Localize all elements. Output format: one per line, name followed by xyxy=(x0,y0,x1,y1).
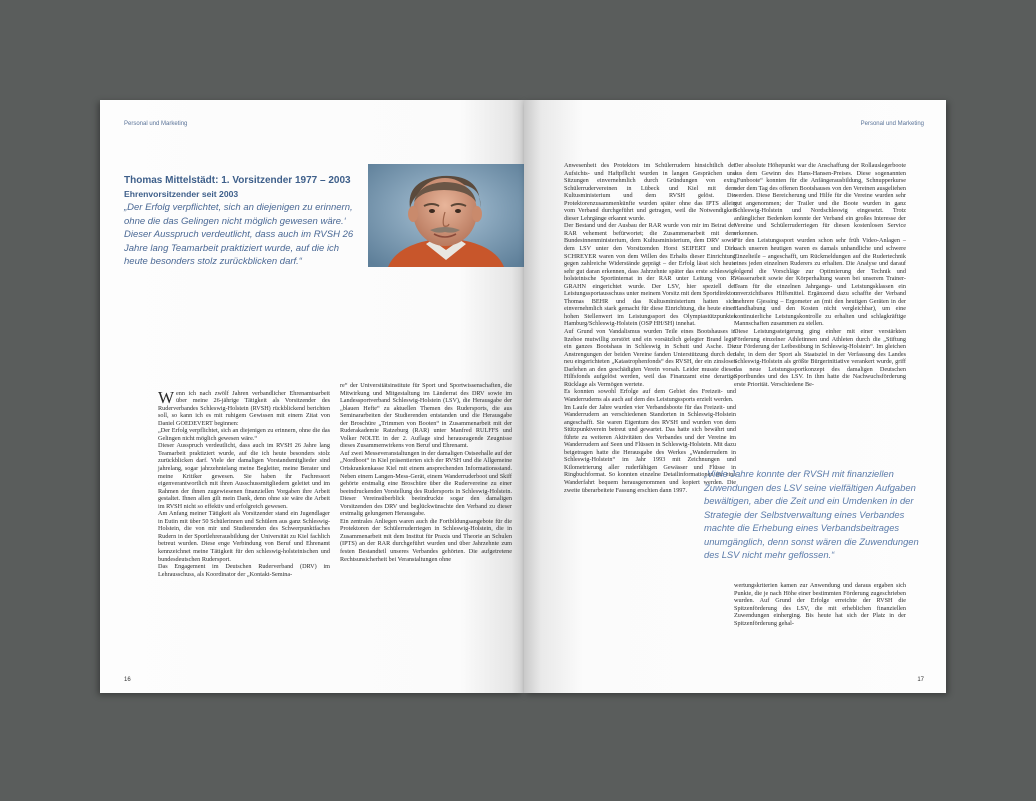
page-number-left: 16 xyxy=(124,677,131,683)
left-page xyxy=(100,100,524,693)
running-head-right: Personal und Marketing xyxy=(860,121,924,127)
pull-quote: „Viele Jahre konnte der RVSH mit finanziellen Zuwendungen des LSV seine vielfältigen Aufgaben bewältigen, aber die Zeit und ein Umdenken in der Strategie der Selbstverwaltung eines Verbandes machte die Erhebung eines Verbandsbeitrages unumgänglich, denn sonst wären die Zuwendungen des LSV nicht mehr geflossen.“ xyxy=(704,468,919,560)
body-column-1 xyxy=(158,382,330,640)
body-column-2: re“ der Universitätsinstitute für Sport und Sportwissenschaften, die Mitwirkung und Mitgestaltung im Länderrat des DRV sowie im Landessportverband Schleswig-Holstein (LSV), die Herausgabe der „blauen Hefte“ zu aktuellen Themen des Rudersports, die aus Seminararbeiten der Studierenden entstanden und die Herausgabe der Broschüre „Trimmen von Booten“ in Zusammenarbeit mit der Ruderakademie Ratzeburg (RAR) unter Manfred RULFFS und Volker NOLTE in der 2. Auflage sind herausragende Zeugnisse dieses Zusammenwirkens von Beruf und Ehrenamt. Auf zwei Messeveranstaltungen in der damaligen Ostseehalle auf der „Nordboot“ in Kiel präsentierten sich der RVSH und die Allgemeine Ortskrankenkasse Kiel mit einem ansprechenden Informationsstand. Neben einem Langen-Mess-Gerät, einem Wanderruderboot und Skiff gehörte erstmalig eine Broschüre über die Rudervereine zu einer beeindruckenden Vorstellung des Rudersports in Schleswig-Holstein. Dieser Vereinsüberblick beeindruckte sogar den damaligen Vorsitzenden des DRV und beglückwünschte den Verband zu dieser erstmalig gelungenen Herausgabe. Ein zentrales Anliegen waren auch die Fortbildungsangebote für die Protektoren der Schülerruderriegen in Schleswig-Holstein, die in Zusammenarbeit mit dem Institut für Praxis und Theorie an Schulen (IPTS) an der RAR durchgeführt wurden und über Jahrzehnte zum festen Bestandteil unseres Verbandes gehörten. Die aufgetretene Rechtsunsicherheit bei Veranstaltungen ohne xyxy=(340,382,512,563)
portrait-photo xyxy=(368,164,524,267)
right-page xyxy=(524,100,946,693)
article-title: Thomas Mittelstädt: 1. Vorsitzender 1977 – 2003 xyxy=(124,175,351,186)
running-head-left: Personal und Marketing xyxy=(124,121,188,127)
body-column-1-intro: enn ich nach zwölf Jahren verbandlicher Ehrenamtsarbeit über meine 26-jährige Tätigkeit als Vorsitzender des Ruderverbandes Schleswig-Holstein (RVSH) rückblickend berichten soll, so kann ich es mit ruhigem Gewissen mit einem Zitat von Daniel GOEDEVERT beginnen: xyxy=(158,389,330,427)
body-column-3: Anwesenheit des Protektors im Schülerrudern hinsichtlich der Aufsichts- und Haftpflicht wurden in langen Gesprächen und Sitzungen einvernehmlich durch Gründungen von extra Schülerrudervereinen in Lübeck und Kiel mit dem Kultusministerium und dem RVSH gelöst. Die Protektorenzusammenkünfte wurden später ohne das IPTS allein vom Verband durchgeführt und getragen, weil die Notwendigkeit dieser Lehrgänge erkannt wurde. Der Bestand und der Ausbau der RAR wurde von mir im Beirat der RAR vehement befürwortet; die Zusammenarbeit mit dem Bundesinnenministerium, dem Kultusministerium, dem DRV sowie dem LSV unter den Vorsitzenden Horst SEIFERT und Dirk SCHREYER waren von dem Willen des Erhalts dieser Einrichtung gegen zahlreiche Widerstände geprägt – der Erfolg lässt sich heute sehr gut daran erkennen, dass Jahrzehnte später das erste schleswig-holsteinische Sportinternat in der RAR unter Leitung von R. GRAHN eingerichtet wurde. Der LSV, hier speziell der Leistungssportausschuss unter meinem Vorsitz mit dem Sportdirektor Thomas BEHR und das Kultusministerium hatten sich einvernehmlich stark gemacht für diese Einrichtung, die heute einen hohen Stellenwert im Leistungssport des Olympiastützpunktes Hamburg/Schleswig-Holstein (OSP HH/SH) innehat. Auf Grund von Vandalismus wurden Teile eines Bootshauses in Itzehoe mutwillig zerstört und ein vorsätzlich gelegter Brand legte ein ganzes Bootshaus in Schleswig in Schutt und Asche. Die Anstrengungen der beiden Vereine fanden Unterstützung durch den neu eingerichteten „Katastrophenfonds“ des RVSH, der ein zinsloses Darlehen an den geschädigten Verein vorsah. Leider musste dieser Hilfsfonds aufgelöst werden, weil das Finanzamt eine derartige Rücklage als Vermögen wertete. Es konnten sowohl Erfolge auf dem Gebiet des Freizeit- und Wanderruderns als auch auf dem des Leistungssports erzielt werden. Im Laufe der Jahre wurden vier Verbandsboote für das Freizeit- und Wanderrudern an verschiedenen Standorten in Schleswig-Holstein angeschafft. Sie waren Eigentum des RVSH und wurden von dem Stützpunktverein betreut und gewartet. Das hatte sich bewährt und führte zu weiteren Aktivitäten des Verbandes und der Vereine im Wanderrudern auf Seen und Flüssen in Schleswig-Holstein. Mit dazu beigetragen hatte die Herausgabe des Werkes „Wanderrudern in Schleswig-Holstein“ im Jahr 1993 mit Zeichnungen und Kilometrierung aller ruderfähigen Gewässer und Flüsse in Ringbuchformat. So konnten einzelne Detailinformationen für eine Wanderfahrt bequem herausgenommen und kopiert werden. Die zweite überarbeitete Fassung erschien dann 1997. xyxy=(564,162,736,494)
page-number-right: 17 xyxy=(917,677,924,683)
body-column-1-text: „Der Erfolg verpflichtet, sich an diejenigen zu erinnern, ohne die das Gelingen nicht möglich gewesen wäre.“ Dieser Ausspruch verdeutlicht, dass auch im RVSH 26 Jahre lang Teamarbeit praktiziert wurde, auf die ich heute besonders stolz zurückblicken darf. Viele der damaligen Vorstandsmitglieder sind jahrelang, sogar jahrzehntelang meine Begleiter, meine Berater und meine Kritiker gewesen. Sie haben ihr Fachressort eigenverantwortlich mit ihren Ausschussmitgliedern geleitet und im Rahmen der ihnen zugewiesenen finanziellen Vorgaben ihre Arbeit gestaltet. Ihnen allen gilt mein Dank, denn ohne sie wäre die Arbeit im RVSH nicht so effektiv und erfolgreich gewesen. Am Anfang meiner Tätigkeit als Vorsitzender stand ein Jugendlager in Eutin mit über 50 Schülerinnen und Schülern aus ganz Schleswig-Holstein, die von mir und Studierenden des Schwerpunktfaches Rudern in der Sportlehrerausbildung der Universität zu Kiel fachlich betreut wurden. Diese enge Verbindung von Beruf und Ehrenamt kennzeichnet meine Tätigkeit für den schleswig-holsteinischen und bundesdeutschen Rudersport. Das Engagement im Deutschen Ruderverband (DRV) im Lehrausschuss, als Koordinator der „Kontakt-Semina- xyxy=(158,427,330,578)
lead-quote: „Der Erfolg verpflichtet, sich an diejenigen zu erinnern, ohne die das Gelingen nicht möglich gewesen wäre.‘ Dieser Ausspruch verdeutlicht, dass auch im RVSH 26 Jahre lang Teamarbeit praktiziert wurde, auf die ich heute besonders stolz zurückblicken darf.“ xyxy=(124,202,354,267)
drop-cap: W xyxy=(158,387,175,407)
body-column-4-top: Der absolute Höhepunkt war die Anschaffung der Rollauslegerboote aus dem Gewinn des Hans-Hansen-Preises. Diese sogenannten „Funboote“ konnten für die Anfängerausbildung, Schnupperkurse oder dem Tag des offenen Bootshauses von den Vereinen ausgeliehen werden. Diese Bereicherung und Hilfe für die Vereine wurden sehr gut angenommen; der Trailer und die Boote wurden in ganz Schleswig-Holstein und Nordschleswig eingesetzt. Trotz anfänglicher Bedenken konnte der Verband ein großes Interesse der Vereine und Schülerruderriegen für diesen kostenlosen Service erkennen. Für den Leistungssport wurden schon sehr früh Video-Anlagen – nach unseren heutigen waren es damals unhandliche und schwere Einzelteile – angeschafft, um Rückmeldungen auf die Rudertechnik eines jeden einzelnen Ruderers zu erhalten. Die Analyse und darauf folgend die Vorschläge zur Optimierung der Technik und Wasserarbeit sowie der Körperhaltung waren bei unserem Trainer-Team für die einzelnen Jahrgangs- und Leistungsklassen ein unverzichtbares Hilfsmittel. Ergänzend dazu schaffte der Verband mehrere Gjessing – Ergometer an (mit den heutigen Geräten in der Handhabung und den Kosten nicht vergleichbar), um eine kontinuierliche Leistungskontrolle zu erhalten und schlagkräftige Mannschaften zusammen zu stellen. Diese Leistungssteigerung ging einher mit einer verstärkten Förderung einzelner Athletinnen und Athleten durch die „Stiftung zur Förderung der Leibesübung in Schleswig-Holstein“. Im gleichen Jahr, in dem der Sport als Staatsziel in der Verfassung des Landes Schleswig-Holstein als größte Bürgerinitiative verankert wurde, griff das neue Leistungssportkonzept des damaligen Deutschen Sportbundes und des LSV. In ihm hatte die Nachwuchsförderung erste Priorität. Verschiedene Be- xyxy=(734,162,906,388)
body-column-4-bottom: wertungskriterien kamen zur Anwendung und daraus ergaben sich Punkte, die je nach Höhe einer bestimmten Förderung zugeschrieben wurden. Auf Grund der Erfolge erreichte der RVSH die Spitzenförderung des LSV, die mit erheblichen finanziellen Zuwendungen einherging. Bis heute hat sich der Platz in der Spitzenförderung gehal- xyxy=(734,582,906,627)
magazine-spread xyxy=(100,100,946,693)
article-subtitle: Ehrenvorsitzender seit 2003 xyxy=(124,189,239,199)
